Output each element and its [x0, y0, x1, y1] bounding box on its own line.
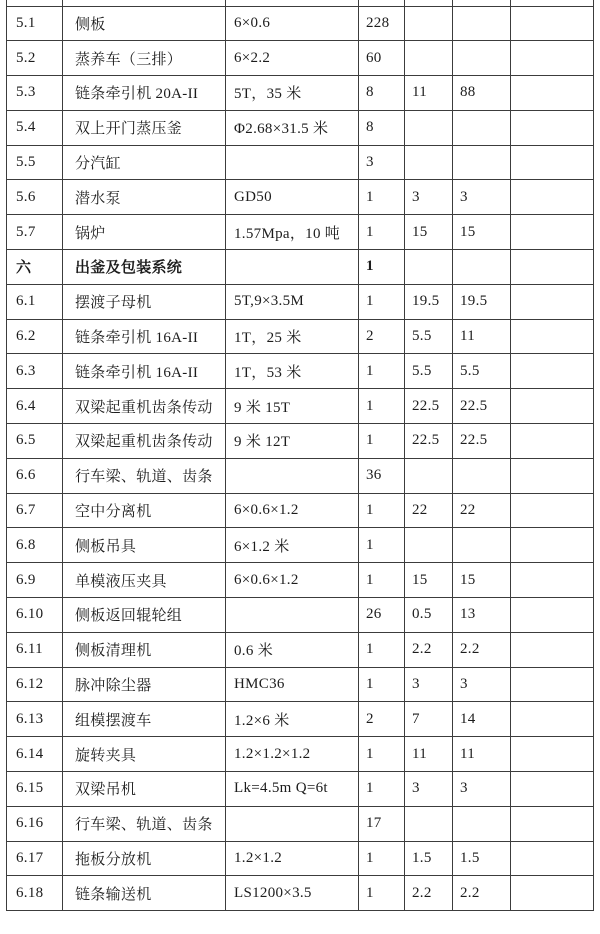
equipment-name-cell: 侧板清理机	[63, 633, 226, 668]
row-number-cell: 6.16	[7, 807, 63, 842]
note-cell	[511, 389, 594, 424]
note-cell	[511, 320, 594, 355]
equipment-name-cell: 分汽缸	[63, 146, 226, 181]
qty-cell: 1	[359, 772, 405, 807]
equipment-name-cell: 链条牵引机 16A-II	[63, 320, 226, 355]
total-value-cell: 3	[453, 180, 511, 215]
spec-cell: 1T，25 米	[226, 320, 359, 355]
row-number-cell: 5.4	[7, 111, 63, 146]
spec-cell: 9 米 12T	[226, 424, 359, 459]
total-value-cell	[453, 146, 511, 181]
row-number-cell: 6.3	[7, 354, 63, 389]
spec-cell: LS1200×3.5	[226, 876, 359, 911]
equipment-name-cell: 侧板	[63, 7, 226, 42]
qty-cell: 60	[359, 41, 405, 76]
total-value-cell	[453, 807, 511, 842]
total-value-cell: 11	[453, 737, 511, 772]
note-cell	[511, 563, 594, 598]
unit-value-cell: 3	[405, 180, 453, 215]
qty-cell: 17	[359, 807, 405, 842]
spec-cell	[226, 807, 359, 842]
spec-cell: 9 米 15T	[226, 389, 359, 424]
row-number-cell: 5.1	[7, 7, 63, 42]
note-cell	[511, 424, 594, 459]
qty-cell: 1	[359, 737, 405, 772]
total-value-cell: 11	[453, 320, 511, 355]
note-cell	[511, 633, 594, 668]
equipment-name-cell: 链条输送机	[63, 876, 226, 911]
spec-cell: Lk=4.5m Q=6t	[226, 772, 359, 807]
qty-cell: 2	[359, 320, 405, 355]
total-value-cell: 1.5	[453, 842, 511, 877]
equipment-name-cell: 蒸养车（三排）	[63, 41, 226, 76]
equipment-name-cell: 侧板吊具	[63, 528, 226, 563]
equipment-name-cell: 侧板返回辊轮组	[63, 598, 226, 633]
equipment-name-cell: 双梁起重机齿条传动	[63, 424, 226, 459]
total-value-cell: 88	[453, 76, 511, 111]
row-number-cell: 6.14	[7, 737, 63, 772]
spec-cell: 1.2×1.2×1.2	[226, 737, 359, 772]
unit-value-cell: 15	[405, 215, 453, 250]
row-number-cell: 6.7	[7, 494, 63, 529]
unit-value-cell	[405, 459, 453, 494]
spec-cell: 6×0.6×1.2	[226, 563, 359, 598]
spec-cell: GD50	[226, 180, 359, 215]
total-value-cell: 15	[453, 563, 511, 598]
row-number-cell: 6.5	[7, 424, 63, 459]
qty-cell: 2	[359, 702, 405, 737]
spec-cell	[226, 250, 359, 285]
spec-cell: 1.2×6 米	[226, 702, 359, 737]
unit-value-cell	[405, 111, 453, 146]
qty-cell: 8	[359, 76, 405, 111]
total-value-cell: 22.5	[453, 389, 511, 424]
equipment-name-cell: 摆渡子母机	[63, 285, 226, 320]
equipment-name-cell: 组模摆渡车	[63, 702, 226, 737]
spec-cell: 1.2×1.2	[226, 842, 359, 877]
unit-value-cell	[405, 146, 453, 181]
unit-value-cell: 1.5	[405, 842, 453, 877]
note-cell	[511, 285, 594, 320]
unit-value-cell: 11	[405, 737, 453, 772]
note-cell	[511, 250, 594, 285]
unit-value-cell: 5.5	[405, 320, 453, 355]
total-value-cell: 15	[453, 215, 511, 250]
equipment-name-cell: 链条牵引机 20A-II	[63, 76, 226, 111]
row-number-cell: 6.4	[7, 389, 63, 424]
note-cell	[511, 354, 594, 389]
spec-cell: 6×0.6×1.2	[226, 494, 359, 529]
qty-cell: 1	[359, 633, 405, 668]
row-number-cell: 6.1	[7, 285, 63, 320]
equipment-name-cell: 双梁吊机	[63, 772, 226, 807]
note-cell	[511, 459, 594, 494]
qty-cell: 1	[359, 668, 405, 703]
qty-cell: 1	[359, 285, 405, 320]
unit-value-cell: 3	[405, 772, 453, 807]
qty-cell: 1	[359, 389, 405, 424]
row-number-cell: 6.15	[7, 772, 63, 807]
note-cell	[511, 702, 594, 737]
unit-value-cell	[405, 250, 453, 285]
total-value-cell: 2.2	[453, 876, 511, 911]
unit-value-cell	[405, 528, 453, 563]
note-cell	[511, 494, 594, 529]
total-value-cell	[453, 41, 511, 76]
qty-cell: 1	[359, 494, 405, 529]
spec-cell: 1.57Mpa，10 吨	[226, 215, 359, 250]
spec-cell	[226, 146, 359, 181]
spec-cell: 6×2.2	[226, 41, 359, 76]
unit-value-cell: 15	[405, 563, 453, 598]
note-cell	[511, 111, 594, 146]
equipment-name-cell: 单模液压夹具	[63, 563, 226, 598]
unit-value-cell: 5.5	[405, 354, 453, 389]
unit-value-cell: 19.5	[405, 285, 453, 320]
spec-cell: 5T,9×3.5M	[226, 285, 359, 320]
total-value-cell: 14	[453, 702, 511, 737]
qty-cell: 1	[359, 215, 405, 250]
total-value-cell: 22	[453, 494, 511, 529]
row-number-cell: 6.6	[7, 459, 63, 494]
spec-cell: 6×0.6	[226, 7, 359, 42]
qty-cell: 1	[359, 563, 405, 598]
qty-cell: 26	[359, 598, 405, 633]
row-number-cell: 5.3	[7, 76, 63, 111]
equipment-name-cell: 出釜及包装系统	[63, 250, 226, 285]
row-number-cell: 6.8	[7, 528, 63, 563]
note-cell	[511, 76, 594, 111]
row-number-cell: 5.2	[7, 41, 63, 76]
unit-value-cell: 2.2	[405, 876, 453, 911]
note-cell	[511, 842, 594, 877]
equipment-name-cell: 空中分离机	[63, 494, 226, 529]
total-value-cell	[453, 7, 511, 42]
qty-cell: 3	[359, 146, 405, 181]
qty-cell: 1	[359, 424, 405, 459]
total-value-cell: 3	[453, 668, 511, 703]
total-value-cell: 13	[453, 598, 511, 633]
qty-cell: 1	[359, 180, 405, 215]
total-value-cell: 5.5	[453, 354, 511, 389]
unit-value-cell: 0.5	[405, 598, 453, 633]
spec-cell: 5T，35 米	[226, 76, 359, 111]
unit-value-cell	[405, 807, 453, 842]
unit-value-cell: 22.5	[405, 424, 453, 459]
qty-cell: 1	[359, 842, 405, 877]
unit-value-cell	[405, 7, 453, 42]
equipment-name-cell: 潜水泵	[63, 180, 226, 215]
spec-cell: Φ2.68×31.5 米	[226, 111, 359, 146]
unit-value-cell: 11	[405, 76, 453, 111]
note-cell	[511, 180, 594, 215]
total-value-cell: 3	[453, 772, 511, 807]
spec-cell: HMC36	[226, 668, 359, 703]
spec-cell	[226, 598, 359, 633]
row-number-cell: 5.6	[7, 180, 63, 215]
qty-cell: 228	[359, 7, 405, 42]
spec-cell: 0.6 米	[226, 633, 359, 668]
qty-cell: 1	[359, 354, 405, 389]
note-cell	[511, 598, 594, 633]
qty-cell: 1	[359, 250, 405, 285]
total-value-cell	[453, 111, 511, 146]
total-value-cell	[453, 528, 511, 563]
row-number-cell: 六	[7, 250, 63, 285]
row-number-cell: 6.12	[7, 668, 63, 703]
row-number-cell: 6.2	[7, 320, 63, 355]
qty-cell: 1	[359, 528, 405, 563]
equipment-name-cell: 双上开门蒸压釜	[63, 111, 226, 146]
row-number-cell: 6.17	[7, 842, 63, 877]
unit-value-cell: 22.5	[405, 389, 453, 424]
unit-value-cell: 22	[405, 494, 453, 529]
unit-value-cell: 3	[405, 668, 453, 703]
row-number-cell: 6.11	[7, 633, 63, 668]
equipment-name-cell: 脉冲除尘器	[63, 668, 226, 703]
equipment-table	[6, 0, 594, 911]
row-number-cell: 6.13	[7, 702, 63, 737]
note-cell	[511, 772, 594, 807]
unit-value-cell: 2.2	[405, 633, 453, 668]
total-value-cell: 2.2	[453, 633, 511, 668]
equipment-name-cell: 拖板分放机	[63, 842, 226, 877]
row-number-cell: 5.5	[7, 146, 63, 181]
note-cell	[511, 876, 594, 911]
qty-cell: 36	[359, 459, 405, 494]
note-cell	[511, 528, 594, 563]
unit-value-cell	[405, 41, 453, 76]
note-cell	[511, 7, 594, 42]
qty-cell: 1	[359, 876, 405, 911]
note-cell	[511, 146, 594, 181]
row-number-cell: 6.9	[7, 563, 63, 598]
spec-cell	[226, 459, 359, 494]
row-number-cell: 6.10	[7, 598, 63, 633]
equipment-name-cell: 行车梁、轨道、齿条	[63, 459, 226, 494]
equipment-name-cell: 行车梁、轨道、齿条	[63, 807, 226, 842]
equipment-name-cell: 锅炉	[63, 215, 226, 250]
equipment-name-cell: 链条牵引机 16A-II	[63, 354, 226, 389]
total-value-cell	[453, 459, 511, 494]
total-value-cell: 19.5	[453, 285, 511, 320]
note-cell	[511, 41, 594, 76]
row-number-cell: 5.7	[7, 215, 63, 250]
equipment-name-cell: 旋转夹具	[63, 737, 226, 772]
spec-cell: 1T，53 米	[226, 354, 359, 389]
equipment-name-cell: 双梁起重机齿条传动	[63, 389, 226, 424]
note-cell	[511, 807, 594, 842]
row-number-cell: 6.18	[7, 876, 63, 911]
total-value-cell: 22.5	[453, 424, 511, 459]
note-cell	[511, 737, 594, 772]
spec-cell: 6×1.2 米	[226, 528, 359, 563]
total-value-cell	[453, 250, 511, 285]
qty-cell: 8	[359, 111, 405, 146]
unit-value-cell: 7	[405, 702, 453, 737]
note-cell	[511, 668, 594, 703]
note-cell	[511, 215, 594, 250]
